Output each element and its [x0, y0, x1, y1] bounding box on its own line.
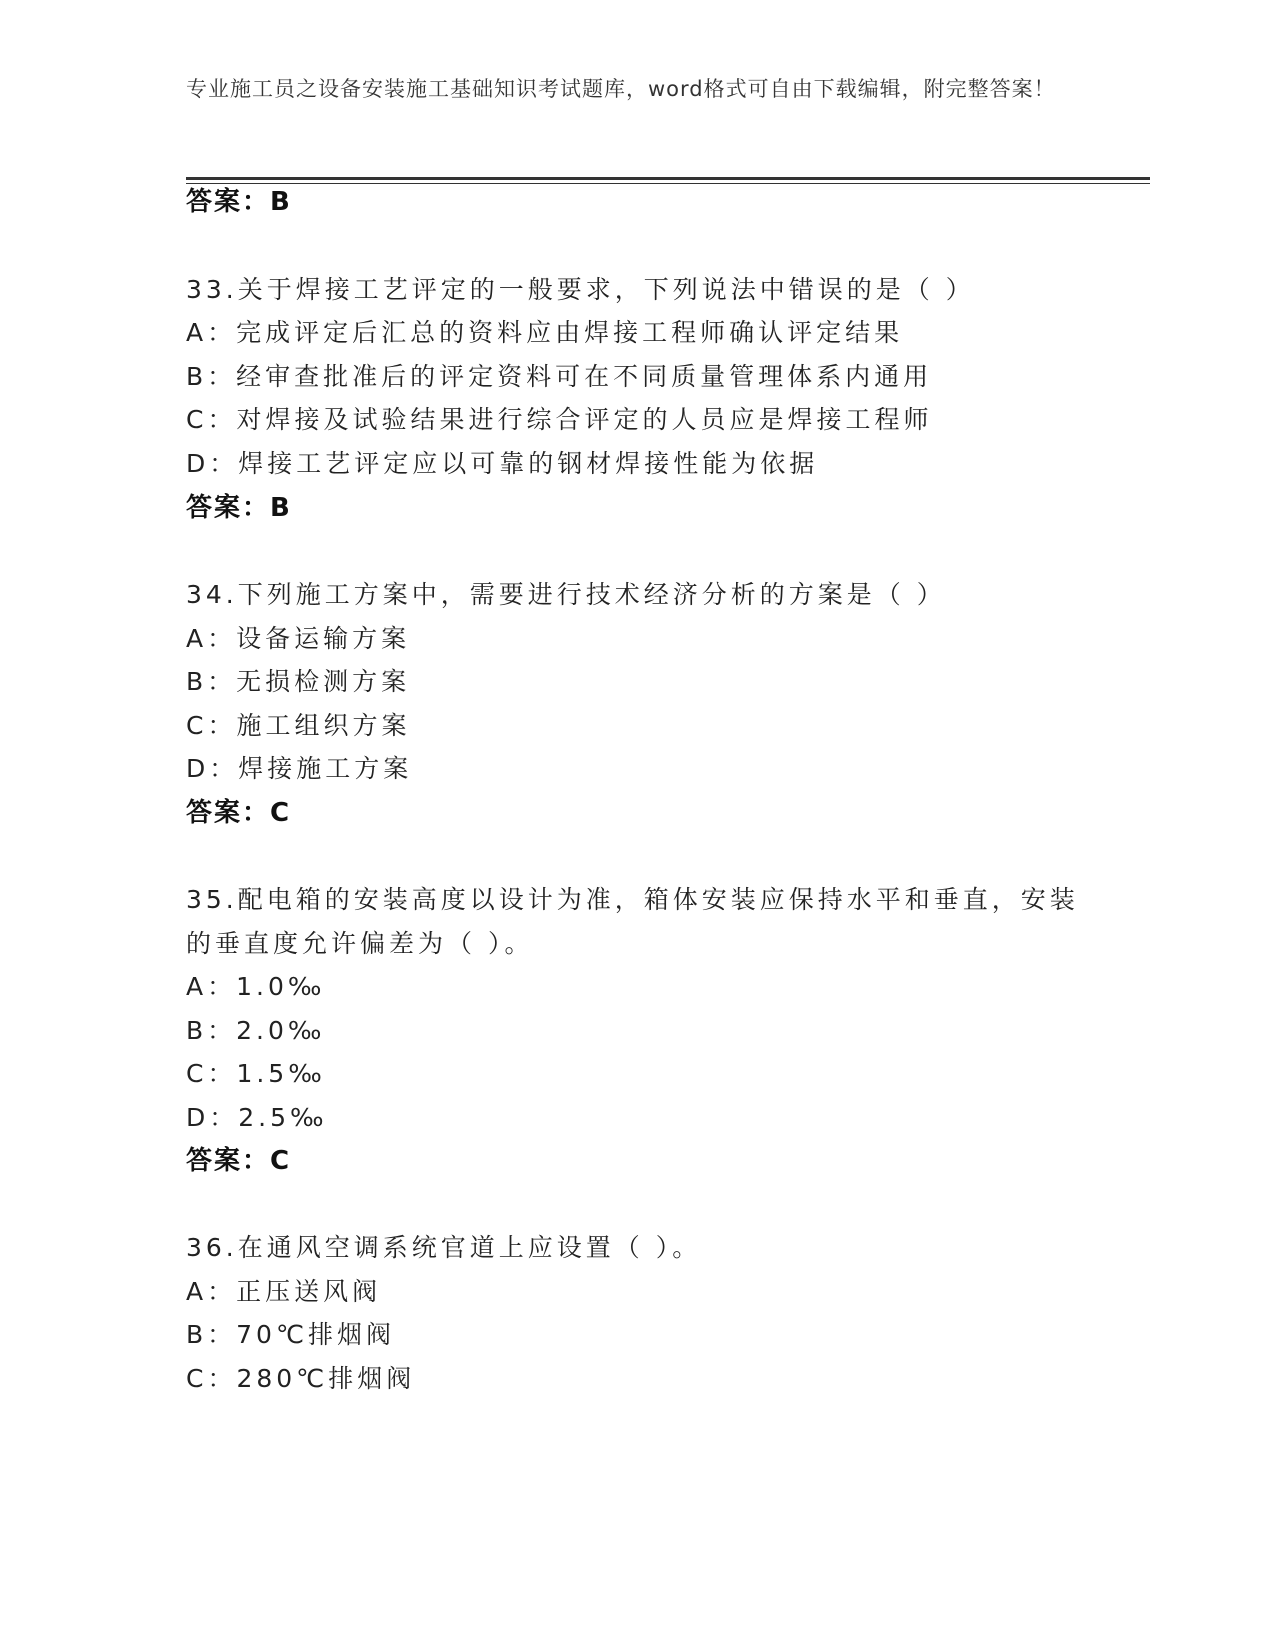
- question-stem: 36.在通风空调系统官道上应设置（ ）。: [186, 1233, 702, 1262]
- option-a: A：1.0‰: [186, 972, 326, 1001]
- option-c: C：1.5‰: [186, 1059, 326, 1088]
- option-d: D：焊接工艺评定应以可靠的钢材焊接性能为依据: [186, 449, 819, 478]
- answer-line: 答案：C: [186, 798, 292, 828]
- option-c: C：280℃排烟阀: [186, 1364, 416, 1393]
- document-header: 专业施工员之设备安装施工基础知识考试题库，word格式可自由下载编辑，附完整答案！: [186, 77, 1056, 101]
- option-c: C：施工组织方案: [186, 711, 411, 740]
- answer-line: 答案：B: [186, 187, 292, 217]
- option-b: B：2.0‰: [186, 1016, 326, 1045]
- option-a: A：正压送风阀: [186, 1277, 382, 1306]
- header-rule-thick: [186, 177, 1150, 180]
- question-stem: 34.下列施工方案中，需要进行技术经济分析的方案是（ ）: [186, 580, 946, 609]
- question-stem: 35.配电箱的安装高度以设计为准，箱体安装应保持水平和垂直，安装: [186, 885, 1079, 914]
- option-a: A：设备运输方案: [186, 624, 411, 653]
- option-b: B：经审查批准后的评定资料可在不同质量管理体系内通用: [186, 362, 933, 391]
- answer-line: 答案：C: [186, 1146, 292, 1176]
- option-b: B：无损检测方案: [186, 667, 411, 696]
- option-d: D：焊接施工方案: [186, 754, 413, 783]
- option-a: A：完成评定后汇总的资料应由焊接工程师确认评定结果: [186, 318, 904, 347]
- header-rule-thin: [186, 183, 1150, 184]
- question-stem-continued: 的垂直度允许偏差为（ ）。: [186, 929, 534, 958]
- question-stem: 33.关于焊接工艺评定的一般要求，下列说法中错误的是（ ）: [186, 275, 975, 304]
- answer-line: 答案：B: [186, 493, 292, 523]
- option-c: C：对焊接及试验结果进行综合评定的人员应是焊接工程师: [186, 405, 933, 434]
- option-b: B：70℃排烟阀: [186, 1320, 396, 1349]
- option-d: D：2.5‰: [186, 1103, 328, 1132]
